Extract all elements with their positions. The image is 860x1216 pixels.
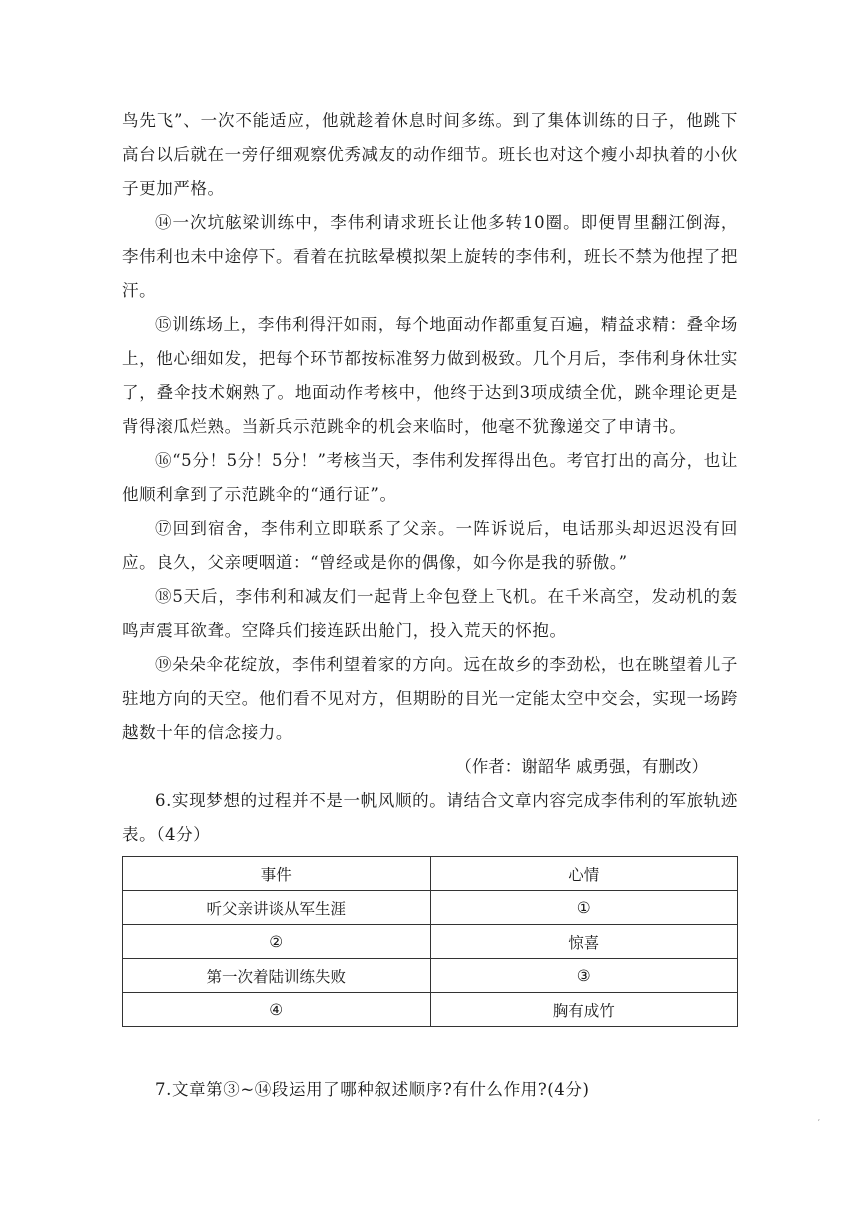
header-event: 事件 bbox=[123, 857, 431, 891]
paragraph-16: ⑯“5分！5分！5分！”考核当天，李伟利发挥得出色。考官打出的高分，也让他顺利拿到了示范跳伞的“通行证”。 bbox=[122, 451, 738, 504]
paragraph-13-tail: 鸟先飞”、一次不能适应，他就趁着休息时间多练。到了集体训练的日子，他跳下高台以后就在一旁仔细观察优秀减友的动作细节。班长也对这个瘦小却执着的小伙子更加严格。 bbox=[122, 111, 738, 198]
military-track-table bbox=[122, 856, 738, 1027]
table-row bbox=[123, 993, 738, 1027]
table-row bbox=[123, 959, 738, 993]
paragraph-17: ⑰回到宿舍，李伟利立即联系了父亲。一阵诉说后，电话那头却迟迟没有回应。良久，父亲哽咽道：“曾经或是你的偶像，如今你是我的骄傲。” bbox=[122, 519, 738, 572]
paragraph-19: ⑲朵朵伞花绽放，李伟利望着家的方向。远在故乡的李劲松，也在眺望着儿子驻地方向的天空。他们看不见对方，但期盼的目光一定能太空中交会，实现一场跨越数十年的信念接力。 bbox=[122, 655, 738, 742]
paragraph-14: ⑭一次坑舷梁训练中，李伟利请求班长让他多转10圈。即便胃里翻江倒海，李伟利也未中途停下。看着在抗眩晕模拟架上旋转的李伟利，班长不禁为他捏了把汗。 bbox=[122, 213, 738, 300]
table-cell: ④ bbox=[123, 993, 431, 1027]
table-row bbox=[123, 891, 738, 925]
table-cell: 胸有成竹 bbox=[430, 993, 738, 1027]
table-cell: ① bbox=[430, 891, 738, 925]
paragraph-15: ⑮训练场上，李伟利得汗如雨，每个地面动作都重复百遍，精益求精：叠伞场上，他心细如发，把每个环节都按标准努力做到极致。几个月后，李伟利身休壮实了，叠伞技术娴熟了。地面动作考核中，他终于达到3项成绩全优，跳伞理论更是背得滚瓜烂熟。当新兵示范跳伞的机会来临时，他毫不犹豫递交了申请书。 bbox=[122, 315, 738, 436]
table-cell: ② bbox=[123, 925, 431, 959]
table-cell: 第一次着陆训练失败 bbox=[123, 959, 431, 993]
table-cell: ③ bbox=[430, 959, 738, 993]
question-6: 6.实现梦想的过程并不是一帆风顺的。请结合文章内容完成李伟利的军旅轨迹表。（4分） bbox=[122, 791, 738, 844]
table-row bbox=[123, 925, 738, 959]
table-cell: 听父亲讲谈从军生涯 bbox=[123, 891, 431, 925]
header-mood: 心情 bbox=[430, 857, 738, 891]
question-7: 7.文章第③~⑭段运用了哪种叙述顺序?有什么作用?(4分) bbox=[155, 1080, 590, 1099]
author-attribution: （作者：谢韶华 戚勇强，有删改） bbox=[455, 757, 708, 776]
document-page bbox=[122, 104, 738, 1107]
table-cell: 惊喜 bbox=[430, 925, 738, 959]
paragraph-18: ⑱5天后，李伟利和减友们一起背上伞包登上飞机。在千米高空，发动机的轰鸣声震耳欲聋。空降兵们接连跃出舱门，投入荒天的怀抱。 bbox=[122, 587, 738, 640]
table-header-row bbox=[123, 857, 738, 891]
corner-mark: ’ bbox=[817, 1118, 820, 1127]
